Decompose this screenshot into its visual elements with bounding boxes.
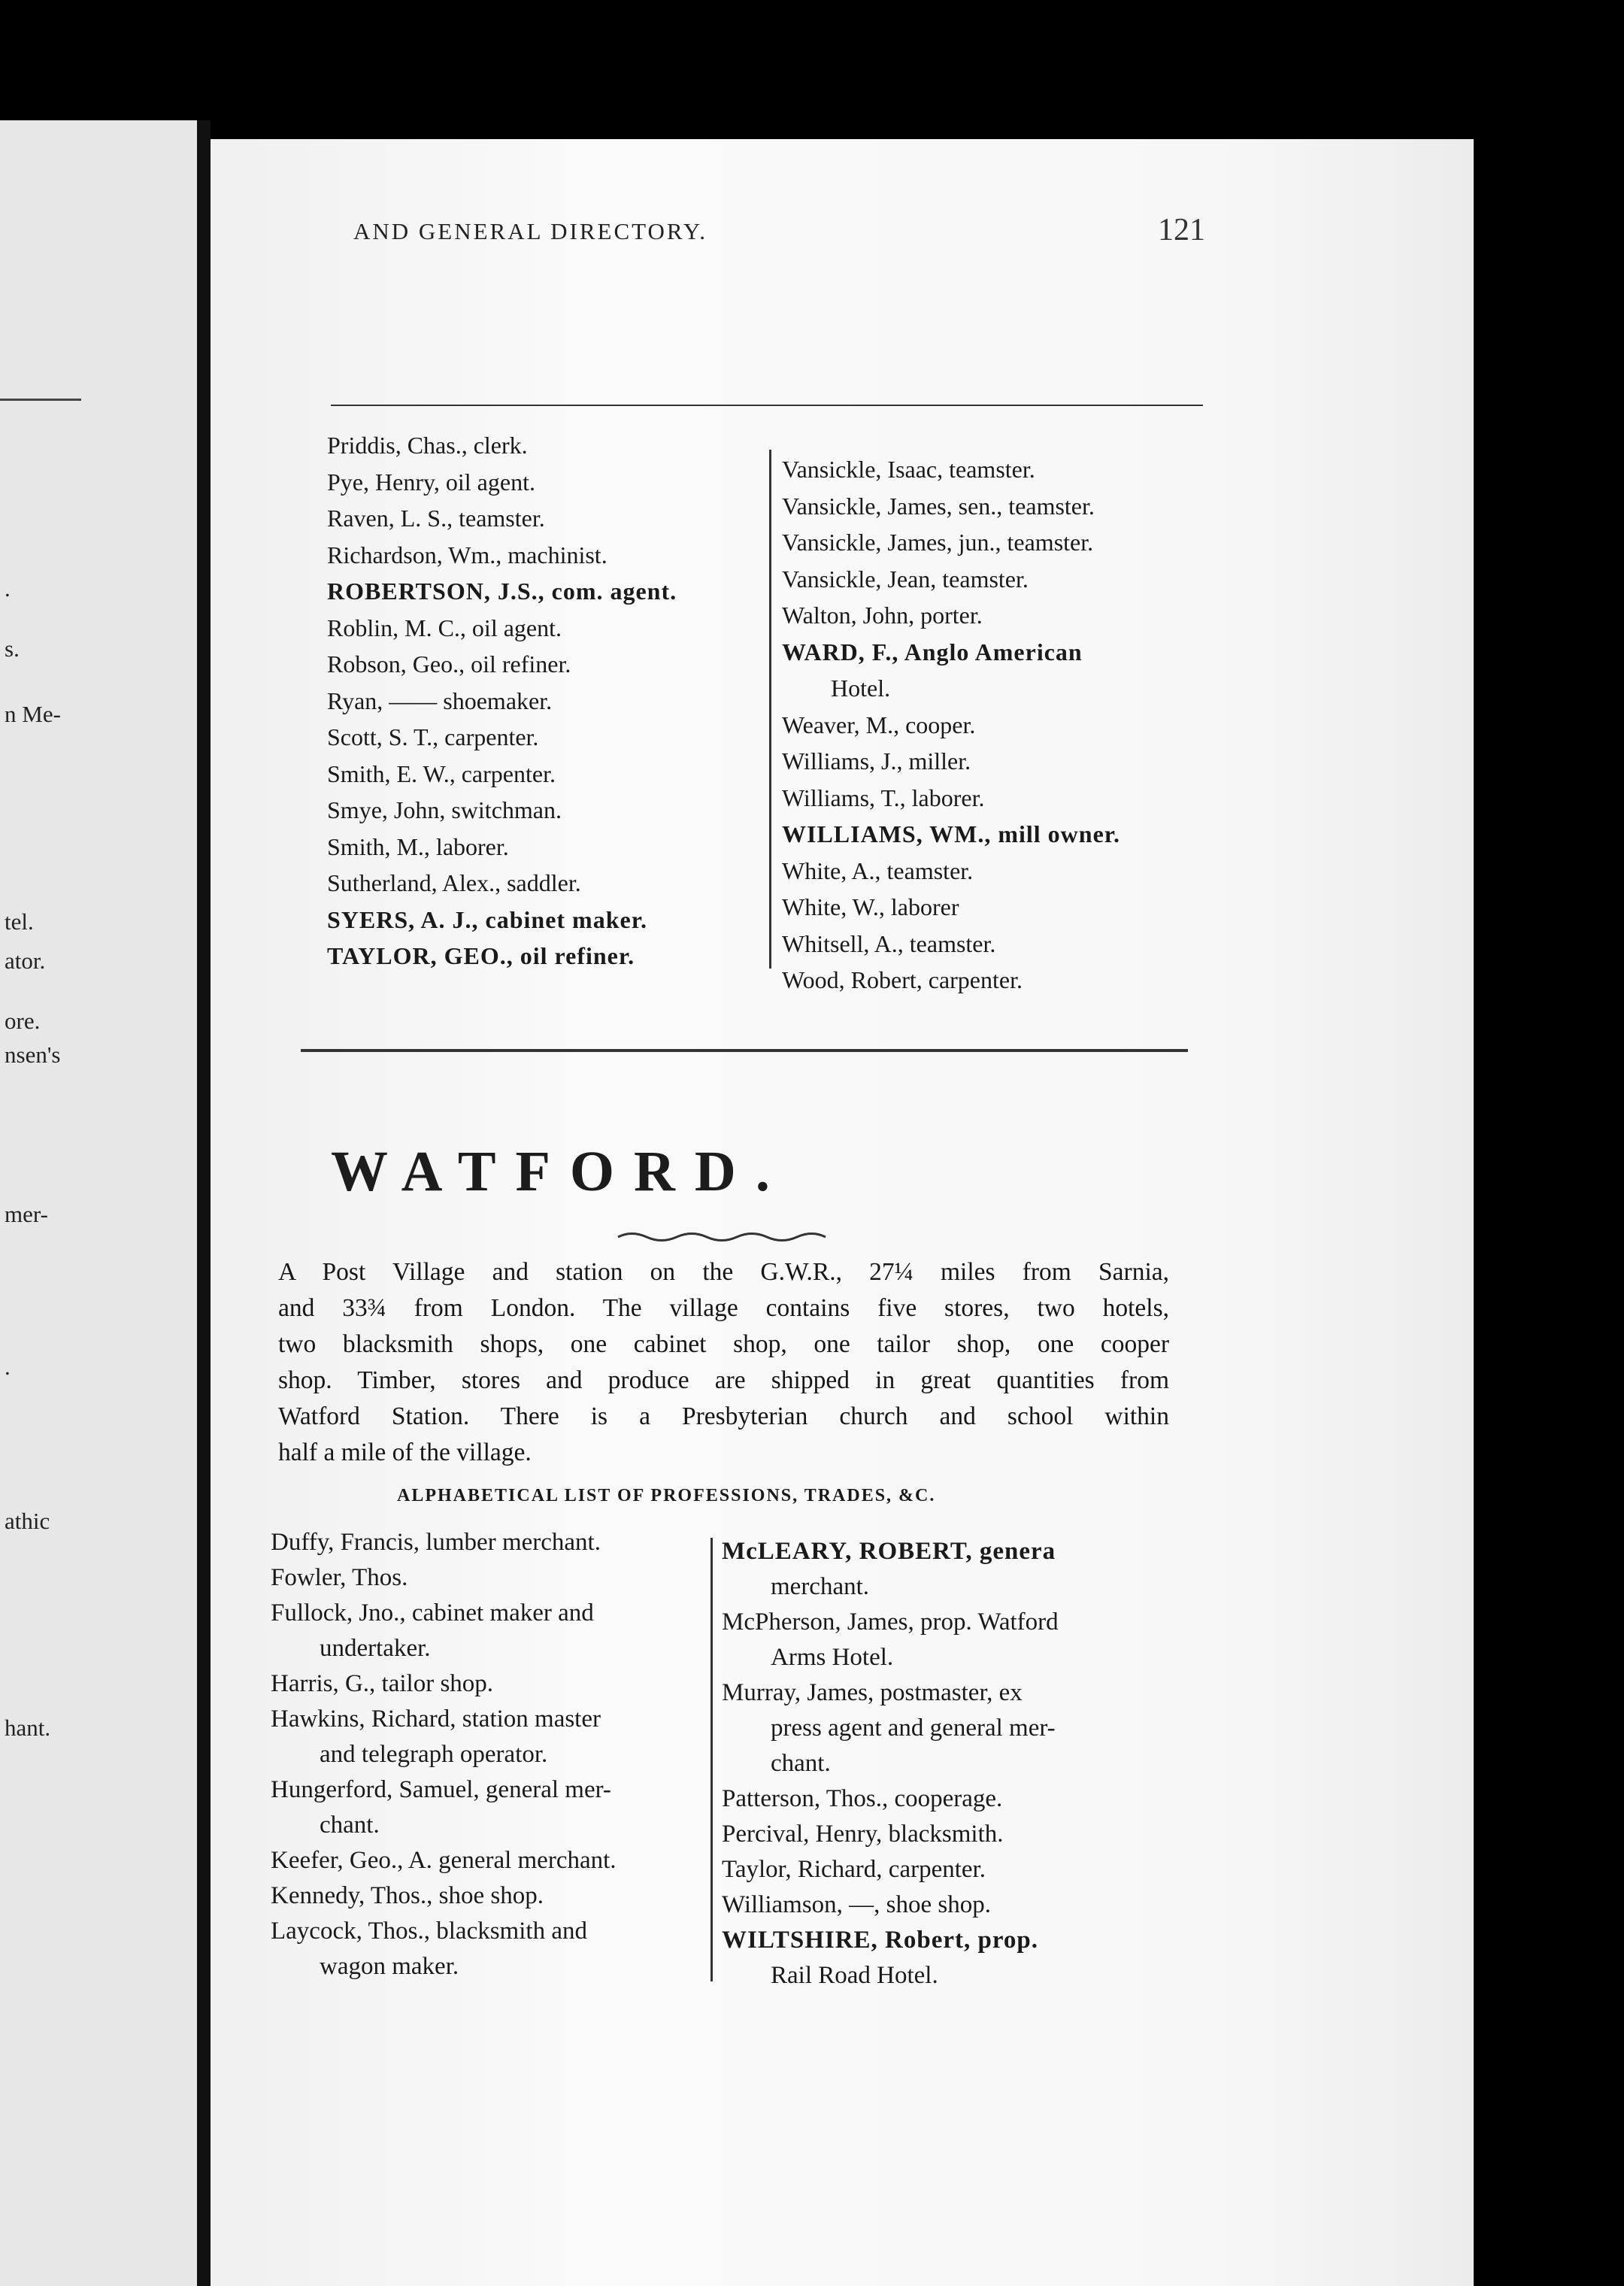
- list-item: merchant.: [771, 1573, 870, 1600]
- list-item: SYERS, A. J., cabinet maker.: [327, 905, 647, 933]
- list-item: Laycock, Thos., blacksmith and: [271, 1918, 587, 1945]
- section-divider: [301, 1049, 1188, 1052]
- facing-page-text: n Me-: [5, 701, 61, 727]
- bottom-left-column: [271, 1525, 617, 1984]
- list-item: White, A., teamster.: [782, 856, 974, 884]
- bottom-right-column: [722, 1534, 1059, 1993]
- facing-page-text: ator.: [5, 947, 46, 974]
- facing-page-text: athic: [5, 1508, 50, 1534]
- facing-page-fragment: [0, 120, 197, 2286]
- list-item: Vansickle, James, jun., teamster.: [782, 529, 1094, 556]
- list-item: Ryan, —— shoemaker.: [327, 687, 553, 714]
- list-item: Scott, S. T., carpenter.: [327, 723, 539, 750]
- description-line: Watford Station. There is a Presbyterian church and school within: [278, 1402, 1169, 1430]
- top-left-column: [327, 427, 677, 975]
- list-item: Patterson, Thos., cooperage.: [722, 1785, 1003, 1812]
- list-item: Harris, G., tailor shop.: [271, 1670, 494, 1697]
- list-item: Vansickle, James, sen., teamster.: [782, 492, 1095, 520]
- list-item: Priddis, Chas., clerk.: [327, 432, 528, 459]
- list-item: Williamson, —, shoe shop.: [722, 1891, 991, 1918]
- list-item: Hungerford, Samuel, general mer-: [271, 1776, 611, 1803]
- page-number: 121: [1158, 213, 1205, 247]
- top-right-column: [782, 451, 1120, 999]
- list-item: Hotel.: [831, 675, 891, 702]
- description-line: two blacksmith shops, one cabinet shop, one tailor shop, one cooper: [278, 1330, 1169, 1358]
- list-item: Vansickle, Jean, teamster.: [782, 565, 1029, 593]
- list-item: Wood, Robert, carpenter.: [782, 966, 1023, 993]
- list-item: Raven, L. S., teamster.: [327, 505, 545, 532]
- list-item: Hawkins, Richard, station master: [271, 1705, 601, 1733]
- facing-page-text: hant.: [5, 1714, 51, 1741]
- list-item: TAYLOR, GEO., oil refiner.: [327, 942, 635, 969]
- list-item: Vansickle, Isaac, teamster.: [782, 456, 1035, 483]
- facing-page-text: tel.: [5, 908, 34, 935]
- list-item: Richardson, Wm., machinist.: [327, 541, 607, 568]
- list-item: chant.: [771, 1750, 831, 1777]
- list-item: Weaver, M., cooper.: [782, 711, 976, 738]
- list-item: Whitsell, A., teamster.: [782, 929, 996, 957]
- list-item: wagon maker.: [320, 1953, 459, 1980]
- list-item: Williams, J., miller.: [782, 747, 971, 775]
- facing-page-text: nsen's: [5, 1041, 61, 1068]
- list-item: chant.: [320, 1812, 380, 1839]
- list-item: undertaker.: [320, 1635, 431, 1662]
- header-rule: [331, 405, 1203, 406]
- list-item: WILTSHIRE, Robert, prop.: [722, 1927, 1039, 1954]
- list-item: Murray, James, postmaster, ex: [722, 1679, 1023, 1706]
- section-description: [278, 1254, 1169, 1471]
- description-line: shop. Timber, stores and produce are shipped in great quantities from: [278, 1366, 1169, 1394]
- description-line: A Post Village and station on the G.W.R., 27¼ miles from Sarnia,: [278, 1258, 1169, 1286]
- facing-page-text: mer-: [5, 1201, 48, 1227]
- list-item: Roblin, M. C., oil agent.: [327, 614, 562, 641]
- list-item: Duffy, Francis, lumber merchant.: [271, 1529, 601, 1556]
- list-item: Williams, T., laborer.: [782, 784, 985, 811]
- list-item: Fowler, Thos.: [271, 1564, 408, 1591]
- list-item: press agent and general mer-: [771, 1714, 1056, 1742]
- list-item: Sutherland, Alex., saddler.: [327, 869, 581, 896]
- running-head: AND GENERAL DIRECTORY.: [353, 218, 708, 244]
- facing-page-text: s.: [5, 635, 20, 662]
- list-item: and telegraph operator.: [320, 1741, 548, 1768]
- list-item: McLEARY, ROBERT, genera: [722, 1538, 1056, 1565]
- section-title: WATFORD.: [331, 1140, 789, 1203]
- facing-page-rule: [0, 399, 81, 401]
- list-item: Pye, Henry, oil agent.: [327, 468, 535, 496]
- list-item: Fullock, Jno., cabinet maker and: [271, 1599, 594, 1627]
- description-line: half a mile of the village.: [278, 1439, 532, 1466]
- list-item: Smith, M., laborer.: [327, 832, 509, 860]
- list-item: WILLIAMS, WM., mill owner.: [782, 820, 1121, 847]
- list-item: Rail Road Hotel.: [771, 1962, 938, 1989]
- list-item: Kennedy, Thos., shoe shop.: [271, 1882, 544, 1909]
- column-divider: [710, 1538, 713, 1981]
- list-item: Taylor, Richard, carpenter.: [722, 1856, 986, 1883]
- list-item: Keefer, Geo., A. general merchant.: [271, 1847, 617, 1874]
- list-item: Percival, Henry, blacksmith.: [722, 1821, 1004, 1848]
- list-item: WARD, F., Anglo American: [782, 638, 1083, 665]
- facing-page-text: ore.: [5, 1008, 41, 1034]
- list-item: Robson, Geo., oil refiner.: [327, 650, 571, 678]
- facing-page-text: .: [5, 1354, 11, 1380]
- description-line: and 33¾ from London. The village contains five stores, two hotels,: [278, 1294, 1169, 1322]
- list-item: Smith, E. W., carpenter.: [327, 759, 556, 787]
- ornament-flourish: [617, 1227, 827, 1247]
- list-item: McPherson, James, prop. Watford: [722, 1608, 1059, 1636]
- list-item: White, W., laborer: [782, 893, 959, 920]
- page-gutter: [197, 120, 211, 2286]
- list-item: Smye, John, switchman.: [327, 796, 562, 823]
- list-heading: ALPHABETICAL LIST OF PROFESSIONS, TRADES, &C.: [397, 1486, 936, 1505]
- list-item: Arms Hotel.: [771, 1644, 894, 1671]
- facing-page-text: .: [5, 575, 11, 602]
- list-item: Walton, John, porter.: [782, 602, 983, 629]
- column-divider: [769, 450, 771, 969]
- list-item: ROBERTSON, J.S., com. agent.: [327, 578, 677, 605]
